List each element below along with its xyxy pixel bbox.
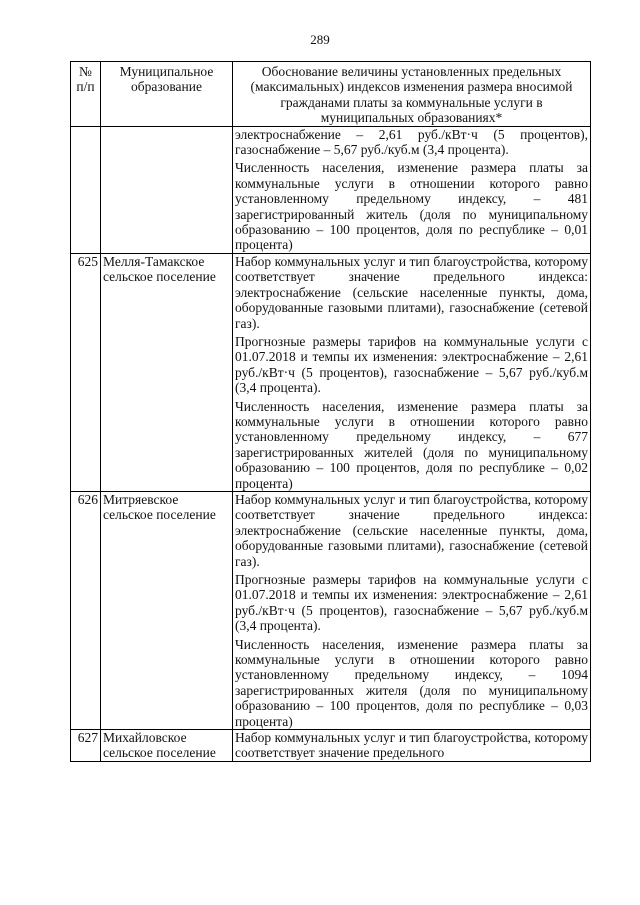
row-number bbox=[71, 126, 101, 253]
table-header-row bbox=[71, 62, 591, 127]
row-number: 626 bbox=[71, 491, 101, 729]
municipality-name: Мелля-Тамакское сельское поселение bbox=[101, 253, 233, 491]
justification-paragraph: Прогнозные размеры тарифов на коммунальные услуги с 01.07.2018 и темпы их изменения: электроснабжение – 2,61 руб./кВт·ч (5 процентов), газоснабжение – 5,67 руб./куб.м (3,4 процента). bbox=[235, 572, 588, 634]
table-row bbox=[71, 126, 591, 253]
justification-cell bbox=[233, 126, 591, 253]
tariff-index-table bbox=[70, 61, 591, 762]
header-justification: Обоснование величины установленных предельных (максимальных) индексов изменения размера вносимой гражданами платы за коммунальные услуги в муниципальных образованиях* bbox=[233, 62, 591, 127]
table-row bbox=[71, 491, 591, 729]
justification-paragraph: Набор коммунальных услуг и тип благоустройства, которому соответствует значение предельного индекса: электроснабжение (сельские населенные пункты, дома, оборудованные газовыми плитами), газоснабжение (сетевой газ). bbox=[235, 491, 588, 569]
justification-paragraph: Прогнозные размеры тарифов на коммунальные услуги с 01.07.2018 и темпы их изменения: электроснабжение – 2,61 руб./кВт·ч (5 процентов), газоснабжение – 5,67 руб./куб.м (3,4 процента). bbox=[235, 333, 588, 396]
justification-paragraph: электроснабжение – 2,61 руб./кВт·ч (5 процентов), газоснабжение – 5,67 руб./куб.м (3,4 процента). bbox=[235, 126, 588, 158]
justification-paragraph: Набор коммунальных услуг и тип благоустройства, которому соответствует значение предельного bbox=[235, 730, 588, 761]
municipality-name bbox=[101, 126, 233, 253]
row-number: 627 bbox=[71, 730, 101, 762]
justification-cell bbox=[233, 730, 591, 762]
row-number: 625 bbox=[71, 253, 101, 491]
header-number: № п/п bbox=[71, 62, 101, 127]
justification-paragraph: Численность населения, изменение размера платы за коммунальные услуги в отношении которого равно установленному предельному индексу, – 677 зарегистрированных жителей (доля по муниципальному образованию – 100 процентов, доля по республике – 0,02 процента) bbox=[235, 398, 588, 491]
justification-paragraph: Численность населения, изменение размера платы за коммунальные услуги в отношении которого равно установленному предельному индексу, – 481 зарегистрированный житель (доля по муниципальному образованию – 100 процентов, доля по республике – 0,01 процента) bbox=[235, 160, 588, 253]
justification-cell bbox=[233, 253, 591, 491]
table-row bbox=[71, 253, 591, 491]
justification-paragraph: Численность населения, изменение размера платы за коммунальные услуги в отношении которого равно установленному предельному индексу, – 1094 зарегистрированных жителя (доля по муниципальному образованию – 100 процентов, доля по республике – 0,03 процента) bbox=[235, 636, 588, 729]
justification-paragraph: Набор коммунальных услуг и тип благоустройства, которому соответствует значение предельного индекса: электроснабжение (сельские населенные пункты, дома, оборудованные газовыми плитами), газоснабжение (сетевой газ). bbox=[235, 253, 588, 331]
municipality-name: Михайловское сельское поселение bbox=[101, 730, 233, 762]
page-number: 289 bbox=[310, 32, 330, 47]
municipality-name: Митряевское сельское поселение bbox=[101, 491, 233, 729]
justification-cell bbox=[233, 491, 591, 729]
table-row bbox=[71, 730, 591, 762]
header-municipality: Муниципальное образование bbox=[101, 62, 233, 127]
